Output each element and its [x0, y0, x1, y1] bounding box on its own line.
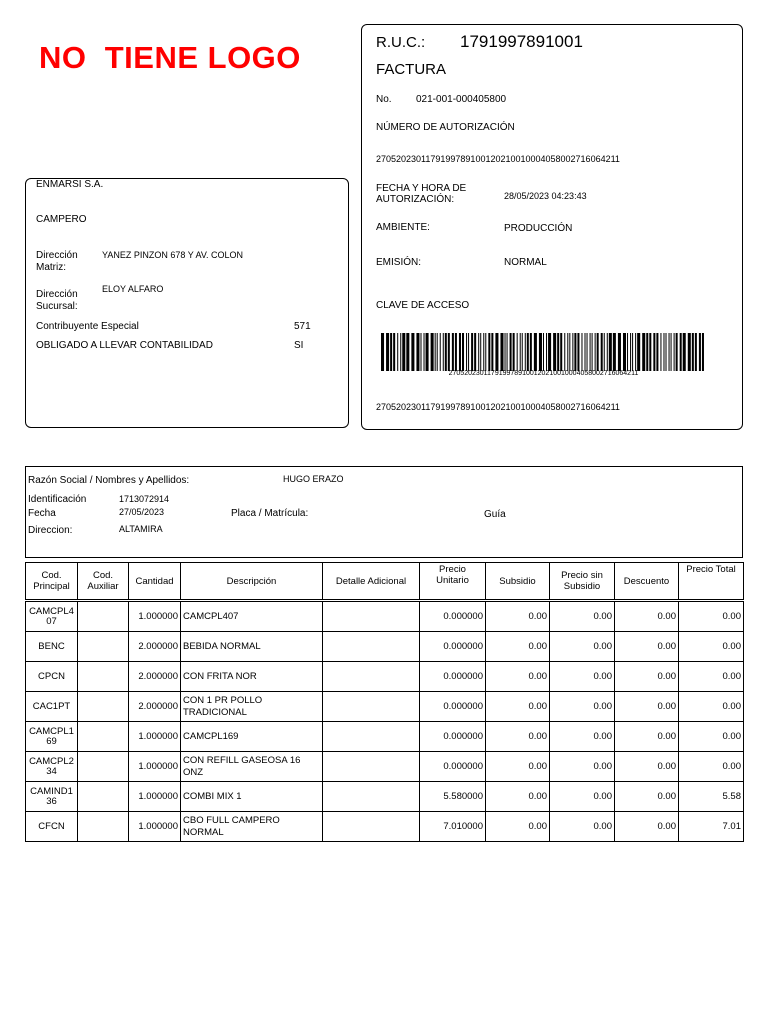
barcode-bar [402, 333, 405, 371]
barcode-caption: 2705202301179199789100120210010004058002716064211 [448, 370, 639, 377]
plate-label: Placa / Matrícula: [231, 508, 309, 519]
barcode-bar [437, 333, 438, 371]
cell-cantidad: 2.000000 [129, 662, 181, 692]
cell-descuento: 0.00 [615, 602, 679, 632]
accounting-value: SI [294, 340, 304, 351]
barcode-bar [632, 333, 633, 371]
barcode-bar [607, 333, 608, 371]
cell-cod-auxiliar [78, 602, 129, 632]
barcode-bar [642, 333, 645, 371]
environment-label: AMBIENTE: [376, 222, 430, 233]
emission-label: EMISIÓN: [376, 257, 422, 268]
cell-descuento: 0.00 [615, 722, 679, 752]
barcode-bar [480, 333, 481, 371]
cell-cod-principal: CFCN [26, 812, 78, 842]
barcode-bar [443, 333, 444, 371]
cell-descripcion: CAMCPL407 [181, 602, 323, 632]
barcode-bar [513, 333, 515, 371]
barcode-bar [574, 333, 576, 371]
cell-precio-total: 5.58 [679, 782, 744, 812]
barcode-bar [669, 333, 670, 371]
logo-placeholder-text: NO TIENE LOGO [39, 40, 301, 75]
barcode-bar [416, 333, 419, 371]
barcode-bar [581, 333, 582, 371]
header-cod-auxiliar: Cod. Auxiliar [78, 563, 129, 600]
barcode-bar [411, 333, 414, 371]
ruc-value: 1791997891001 [460, 32, 583, 51]
ruc-label: R.U.C.: [376, 34, 426, 51]
matrix-address-label: Dirección Matriz: [36, 250, 78, 273]
barcode-bar [577, 333, 579, 371]
barcode-bar [527, 333, 529, 371]
barcode-bar [390, 333, 392, 371]
branch-address-label: Dirección Sucursal: [36, 289, 78, 312]
barcode-bar [500, 333, 503, 371]
access-key-label: CLAVE DE ACCESO [376, 300, 470, 311]
barcode-bar [462, 333, 464, 371]
cell-cantidad: 2.000000 [129, 692, 181, 722]
cell-cod-auxiliar [78, 722, 129, 752]
cell-cod-auxiliar [78, 812, 129, 842]
table-row [26, 752, 744, 782]
cell-precio-total: 0.00 [679, 692, 744, 722]
cell-detalle-adicional [323, 602, 420, 632]
customer-name-label: Razón Social / Nombres y Apellidos: [28, 475, 190, 486]
barcode-bar [604, 333, 605, 371]
cell-cantidad: 1.000000 [129, 812, 181, 842]
authorization-label: NÚMERO DE AUTORIZACIÓN [376, 122, 515, 133]
barcode-bar [663, 333, 664, 371]
cell-detalle-adicional [323, 692, 420, 722]
cell-cod-principal: CAMCPL169 [26, 722, 78, 752]
cell-descripcion: COMBI MIX 1 [181, 782, 323, 812]
cell-precio-total: 0.00 [679, 632, 744, 662]
barcode-bar [692, 333, 694, 371]
barcode-bar [400, 333, 401, 371]
barcode-bar [440, 333, 441, 371]
barcode-bar [543, 333, 544, 371]
authorization-number: 2705202301179199789100120210010004058002716064211 [376, 154, 620, 164]
header-descripcion: Descripción [181, 563, 323, 600]
cell-precio-sin-subsidio: 0.00 [550, 812, 615, 842]
header-detalle-adicional: Detalle Adicional [323, 563, 420, 600]
barcode-bar [539, 333, 542, 371]
accounting-label: OBLIGADO A LLEVAR CONTABILIDAD [36, 340, 213, 351]
barcode-bar [483, 333, 484, 371]
table-row [26, 692, 744, 722]
customer-name-value: HUGO ERAZO [283, 474, 344, 484]
invoice-date-label: Fecha [28, 508, 56, 519]
cell-descuento: 0.00 [615, 782, 679, 812]
environment-value: PRODUCCIÓN [504, 223, 573, 234]
barcode-bar [695, 333, 697, 371]
cell-cod-principal: CPCN [26, 662, 78, 692]
authorization-date-value: 28/05/2023 04:23:43 [504, 191, 587, 201]
barcode-bar [702, 333, 704, 371]
cell-cod-principal: CAMCPL407 [26, 602, 78, 632]
cell-precio-unitario: 7.010000 [420, 812, 486, 842]
cell-precio-sin-subsidio: 0.00 [550, 602, 615, 632]
barcode-bar [525, 333, 526, 371]
cell-precio-total: 0.00 [679, 662, 744, 692]
barcode-bar [488, 333, 490, 371]
cell-detalle-adicional [323, 662, 420, 692]
emission-value: NORMAL [504, 257, 547, 268]
cell-descuento: 0.00 [615, 692, 679, 722]
barcode-bar [381, 333, 384, 371]
cell-detalle-adicional [323, 782, 420, 812]
barcode-bar [660, 333, 661, 371]
barcode-bar [587, 333, 588, 371]
cell-cantidad: 1.000000 [129, 752, 181, 782]
barcode-bar [592, 333, 593, 371]
barcode-bar [435, 333, 436, 371]
special-taxpayer-label: Contribuyente Especial [36, 321, 139, 332]
barcode-bar [426, 333, 429, 371]
header-descuento: Descuento [615, 563, 679, 600]
cell-descripcion: CON REFILL GASEOSA 16 ONZ [181, 752, 323, 782]
barcode-bar [517, 333, 518, 371]
barcode-bar [653, 333, 655, 371]
barcode-bar [649, 333, 651, 371]
barcode-bar [688, 333, 691, 371]
barcode-bar [569, 333, 570, 371]
barcode-bar [471, 333, 473, 371]
cell-cantidad: 1.000000 [129, 602, 181, 632]
barcode-bar [630, 333, 631, 371]
issuer-trade-name: CAMPERO [36, 214, 87, 225]
cell-cod-auxiliar [78, 692, 129, 722]
cell-precio-unitario: 0.000000 [420, 722, 486, 752]
barcode-bar [595, 333, 596, 371]
cell-precio-unitario: 0.000000 [420, 692, 486, 722]
cell-cantidad: 1.000000 [129, 782, 181, 812]
barcode-bar [572, 333, 573, 371]
barcode-bar [699, 333, 701, 371]
barcode-bar [530, 333, 532, 371]
cell-precio-unitario: 0.000000 [420, 602, 486, 632]
barcode-bar [468, 333, 469, 371]
barcode-bar [666, 333, 667, 371]
matrix-address-value: YANEZ PINZON 678 Y AV. COLON [102, 250, 244, 260]
barcode-bar [459, 333, 461, 371]
cell-precio-total: 0.00 [679, 722, 744, 752]
barcode-bar [520, 333, 521, 371]
barcode-bar [397, 333, 398, 371]
barcode-bar [546, 333, 547, 371]
barcode-bar [637, 333, 640, 371]
cell-cod-auxiliar [78, 752, 129, 782]
cell-subsidio: 0.00 [486, 692, 550, 722]
cell-cod-auxiliar [78, 632, 129, 662]
barcode-bar [560, 333, 562, 371]
cell-detalle-adicional [323, 722, 420, 752]
barcode-bar [507, 333, 508, 371]
cell-cod-principal: CAMIND136 [26, 782, 78, 812]
barcode-bar [452, 333, 454, 371]
barcode-bar [448, 333, 450, 371]
cell-precio-sin-subsidio: 0.00 [550, 722, 615, 752]
guide-label: Guía [484, 509, 506, 520]
branch-address-value: ELOY ALFARO [102, 284, 164, 294]
cell-subsidio: 0.00 [486, 782, 550, 812]
barcode-bar [567, 333, 568, 371]
barcode-bar [522, 333, 523, 371]
barcode-bar [674, 333, 675, 371]
barcode-bar [585, 333, 586, 371]
barcode-bar [671, 333, 672, 371]
cell-descuento: 0.00 [615, 662, 679, 692]
cell-descuento: 0.00 [615, 752, 679, 782]
header-cantidad: Cantidad [129, 563, 181, 600]
items-table [25, 562, 744, 842]
cell-precio-sin-subsidio: 0.00 [550, 692, 615, 722]
header-precio-sin-subsidio: Precio sin Subsidio [550, 563, 615, 600]
barcode-bar [557, 333, 559, 371]
barcode-bar [420, 333, 421, 371]
barcode-bar [495, 333, 498, 371]
barcode-bar [386, 333, 389, 371]
barcode-bar [601, 333, 603, 371]
invoice-date-value: 27/05/2023 [119, 507, 165, 517]
barcode-bar [485, 333, 486, 371]
barcode-bar [609, 333, 612, 371]
table-row [26, 602, 744, 632]
cell-descripcion: BEBIDA NORMAL [181, 632, 323, 662]
table-header-row [26, 563, 744, 600]
cell-subsidio: 0.00 [486, 752, 550, 782]
authorization-date-label: FECHA Y HORA DE AUTORIZACIÓN: [376, 183, 467, 205]
header-precio-total: Precio Total [679, 563, 744, 600]
cell-subsidio: 0.00 [486, 632, 550, 662]
table-row [26, 782, 744, 812]
barcode-bar [466, 333, 467, 371]
barcode-bar [510, 333, 512, 371]
barcode-bar [683, 333, 686, 371]
header-subsidio: Subsidio [486, 563, 550, 600]
cell-precio-unitario: 0.000000 [420, 752, 486, 782]
header-precio-unitario: Precio Unitario [420, 563, 486, 600]
cell-descuento: 0.00 [615, 812, 679, 842]
cell-precio-sin-subsidio: 0.00 [550, 632, 615, 662]
cell-cod-principal: BENC [26, 632, 78, 662]
barcode-bar [613, 333, 616, 371]
barcode-bar [590, 333, 591, 371]
cell-precio-total: 0.00 [679, 602, 744, 632]
cell-descuento: 0.00 [615, 632, 679, 662]
customer-id-value: 1713072914 [119, 494, 170, 504]
table-row [26, 722, 744, 752]
cell-cod-principal: CAC1PT [26, 692, 78, 722]
cell-cantidad: 2.000000 [129, 632, 181, 662]
customer-id-label: Identificación [28, 494, 87, 505]
header-cod-principal: Cod. Principal [26, 563, 78, 600]
barcode-bar [627, 333, 628, 371]
customer-address-label: Direccion: [28, 525, 73, 536]
cell-cod-principal: CAMCPL234 [26, 752, 78, 782]
cell-precio-unitario: 0.000000 [420, 632, 486, 662]
cell-precio-total: 7.01 [679, 812, 744, 842]
document-type: FACTURA [376, 61, 447, 78]
cell-cantidad: 1.000000 [129, 722, 181, 752]
barcode-bar [548, 333, 551, 371]
barcode-bar [680, 333, 682, 371]
cell-subsidio: 0.00 [486, 602, 550, 632]
barcode-bar [505, 333, 506, 371]
access-key-value: 2705202301179199789100120210010004058002716064211 [376, 402, 620, 412]
cell-precio-unitario: 0.000000 [420, 662, 486, 692]
invoice-number-label: No. [376, 94, 392, 105]
special-taxpayer-value: 571 [294, 321, 311, 332]
barcode-bar [491, 333, 493, 371]
cell-precio-sin-subsidio: 0.00 [550, 662, 615, 692]
cell-detalle-adicional [323, 752, 420, 782]
cell-subsidio: 0.00 [486, 662, 550, 692]
cell-precio-total: 0.00 [679, 752, 744, 782]
invoice-number-value: 021-001-000405800 [416, 94, 507, 105]
barcode-bar [676, 333, 678, 371]
barcode-bar [597, 333, 599, 371]
barcode-bar [534, 333, 537, 371]
barcode-bar [564, 333, 565, 371]
barcode-bar [424, 333, 425, 371]
cell-descripcion: CON FRITA NOR [181, 662, 323, 692]
table-row [26, 812, 744, 842]
barcode-bar [618, 333, 621, 371]
barcode-bar [455, 333, 457, 371]
cell-descripcion: CON 1 PR POLLO TRADICIONAL [181, 692, 323, 722]
cell-descripcion: CAMCPL169 [181, 722, 323, 752]
cell-cod-auxiliar [78, 782, 129, 812]
customer-address-value: ALTAMIRA [119, 524, 163, 534]
barcode-bar [406, 333, 409, 371]
barcode-bar [478, 333, 479, 371]
barcode-bar [445, 333, 447, 371]
barcode-bar [474, 333, 476, 371]
cell-precio-unitario: 5.580000 [420, 782, 486, 812]
cell-descripcion: CBO FULL CAMPERO NORMAL [181, 812, 323, 842]
cell-subsidio: 0.00 [486, 722, 550, 752]
cell-detalle-adicional [323, 632, 420, 662]
barcode-bar [393, 333, 395, 371]
cell-detalle-adicional [323, 812, 420, 842]
barcode-bar [646, 333, 648, 371]
barcode-bar [431, 333, 434, 371]
table-row [26, 632, 744, 662]
cell-precio-sin-subsidio: 0.00 [550, 752, 615, 782]
barcode-bar [656, 333, 658, 371]
barcode-bar [553, 333, 556, 371]
cell-precio-sin-subsidio: 0.00 [550, 782, 615, 812]
access-key-barcode [379, 333, 708, 371]
barcode-bar [635, 333, 636, 371]
barcode-bar [623, 333, 626, 371]
table-row [26, 662, 744, 692]
issuer-name: ENMARSI S.A. [36, 179, 104, 190]
cell-subsidio: 0.00 [486, 812, 550, 842]
cell-cod-auxiliar [78, 662, 129, 692]
